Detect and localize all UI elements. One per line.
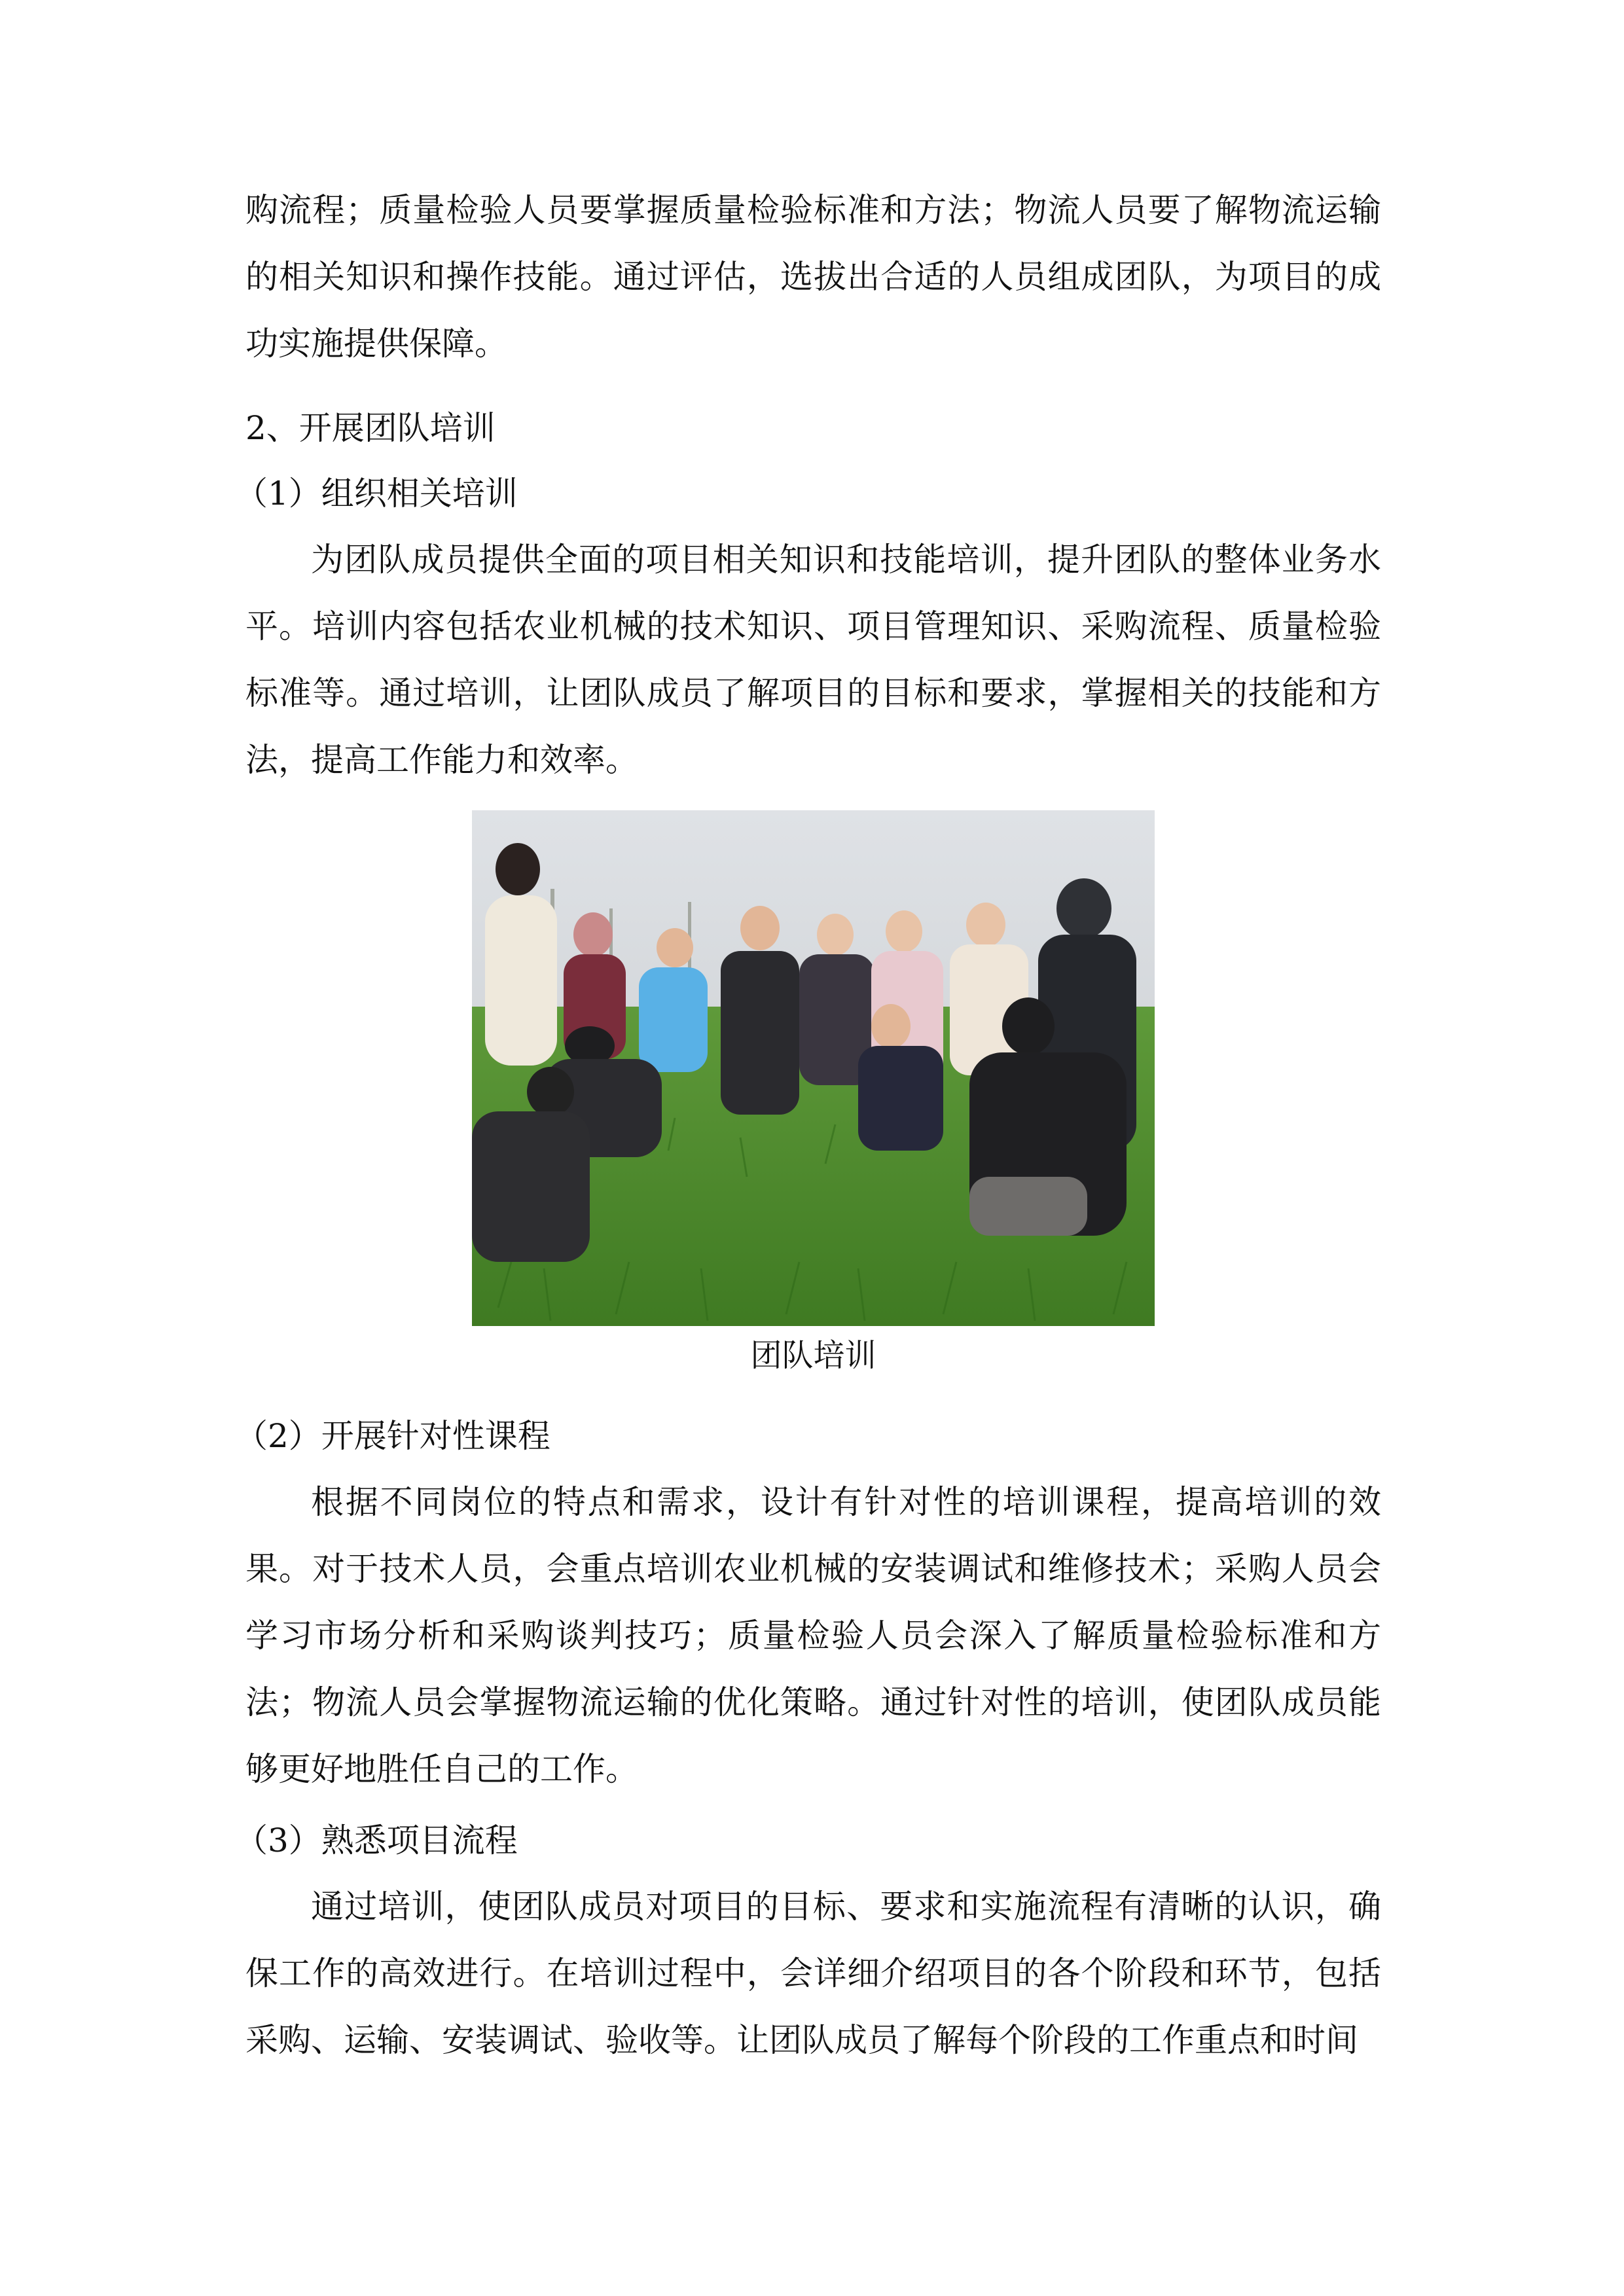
subheading-project-process: （3）熟悉项目流程 (235, 1821, 518, 1859)
figure-team-training (245, 810, 1381, 1385)
paragraph-targeted-courses: 根据不同岗位的特点和需求，设计有针对性的培训课程，提高培训的效果。对于技术人员，会重点培训农业机械的安装调试和维修技术；采购人员会学习市场分析和采购谈判技巧；质量检验人员会深入了解质量检验标准和方法；物流人员会掌握物流运输的优化策略。通过针对性的培训，使团队成员能够更好地胜任自己的工作。 (245, 1483, 1381, 1788)
paragraph-project-process: 通过培训，使团队成员对项目的目标、要求和实施流程有清晰的认识，确保工作的高效进行。在培训过程中，会详细介绍项目的各个阶段和环节，包括采购、运输、安装调试、验收等。让团队成员了解每个阶段的工作重点和时间 (245, 1888, 1381, 2059)
paragraph-organize-training: 为团队成员提供全面的项目相关知识和技能培训，提升团队的整体业务水平。培训内容包括农业机械的技术知识、项目管理知识、采购流程、质量检验标准等。通过培训，让团队成员了解项目的目标和要求，掌握相关的技能和方法，提高工作能力和效率。 (245, 541, 1381, 779)
document-page (235, 177, 1381, 2073)
paragraph-continued: 购流程；质量检验人员要掌握质量检验标准和方法；物流人员要了解物流运输的相关知识和操作技能。通过评估，选拔出合适的人员组成团队，为项目的成功实施提供保障。 (245, 191, 1381, 363)
figure-caption: 团队培训 (750, 1337, 876, 1374)
team-training-photo (472, 810, 1155, 1326)
section-heading-team-training: 2、开展团队培训 (245, 409, 496, 447)
subheading-organize-training: （1）组织相关培训 (235, 475, 518, 512)
subheading-targeted-courses: （2）开展针对性课程 (235, 1417, 550, 1455)
